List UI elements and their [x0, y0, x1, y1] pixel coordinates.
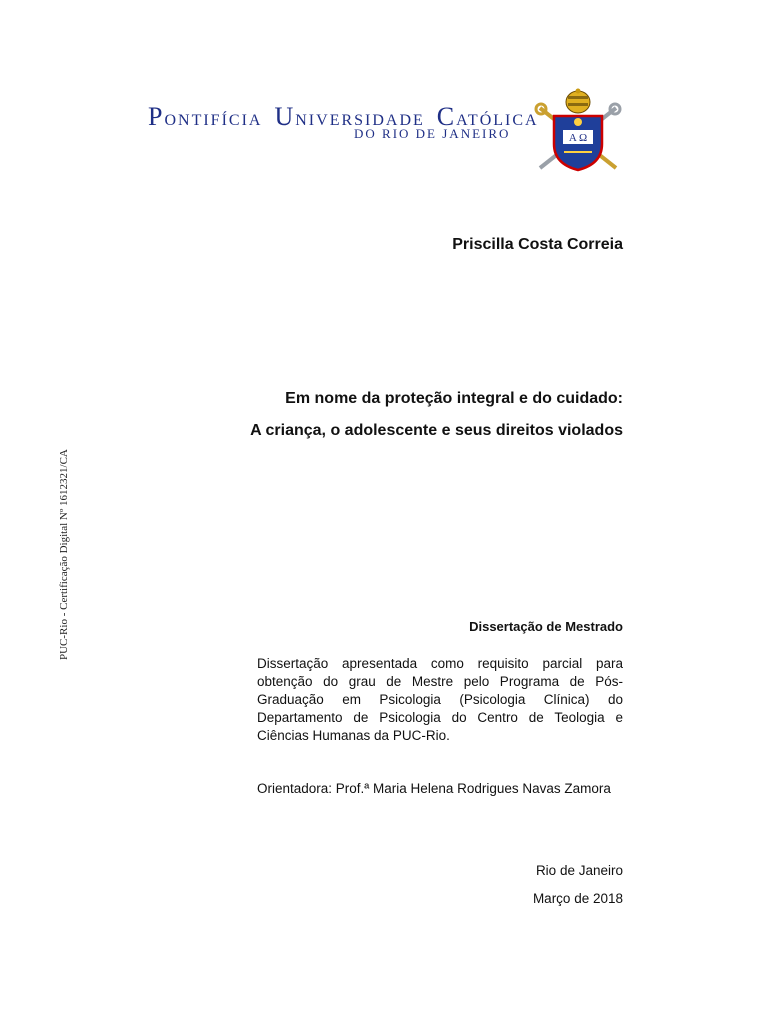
- place: Rio de Janeiro: [535, 863, 623, 878]
- author-name: Priscilla Costa Correia: [452, 236, 623, 253]
- degree-type: Dissertação de Mestrado: [469, 619, 623, 634]
- date: Março de 2018: [532, 891, 623, 906]
- crest-letters: A Ω: [568, 132, 588, 144]
- dissertation-description: Dissertação apresentada como requisito parcial para obtenção do grau de Mestre pelo Programa de Pós-Graduação em Psicologia (Psicologia Clínica) do Departamento de Psicologia do Centro de Teologia e Ciências Humanas da PUC-Rio.: [257, 656, 623, 743]
- university-name: PONTIFÍCIA UNIVERSIDADE CATÓLICA: [148, 102, 539, 131]
- certification-watermark: PUC-Rio - Certificação Digital Nº 1612321/CA: [58, 449, 70, 660]
- university-crest-icon: [532, 88, 624, 174]
- thesis-title-line1: Em nome da proteção integral e do cuidado:: [285, 390, 623, 407]
- thesis-title-line2: A criança, o adolescente e seus direitos violados: [250, 422, 623, 439]
- university-city: DO RIO DE JANEIRO: [354, 126, 511, 141]
- advisor-line: Orientadora: Prof.ª Maria Helena Rodrigues Navas Zamora: [257, 781, 611, 796]
- university-header: [148, 88, 648, 174]
